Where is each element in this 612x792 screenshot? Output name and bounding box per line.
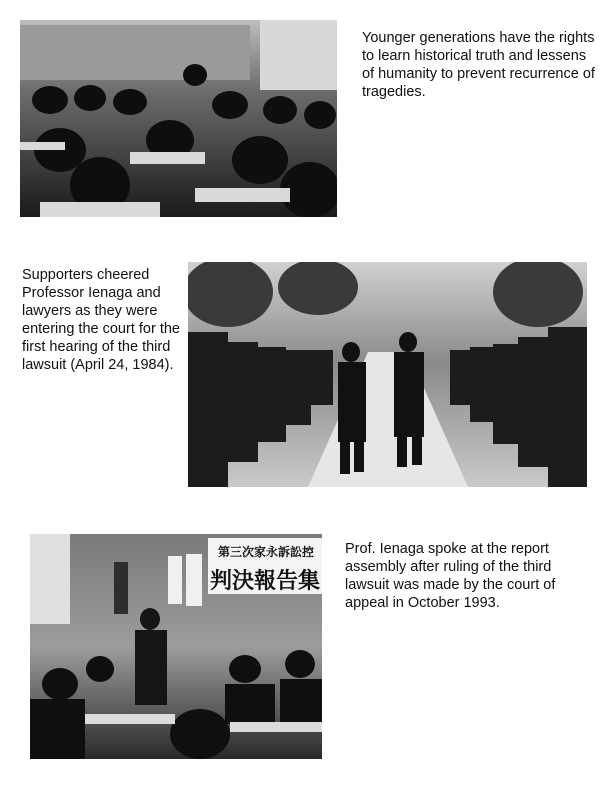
caption-younger-generations: Younger generations have the rights to learn historical truth and lessens of humanity to prevent recurrence of tragedies. xyxy=(362,30,595,100)
assembly-photo xyxy=(30,534,322,759)
banner-top-text: 第三次家永訴訟控 xyxy=(218,545,315,559)
caption-prof-ienaga-spoke: Prof. Ienaga spoke at the report assembly after ruling of the third lawsuit was made by the court of appeal in October 1993. xyxy=(345,541,556,611)
banner-main-text: 判決報告集 xyxy=(210,569,321,594)
classroom-photo xyxy=(20,20,337,217)
supporters-photo xyxy=(188,262,587,487)
caption-supporters-cheered: Supporters cheered Professor Ienaga and lawyers as they were entering the court for the first hearing of the third lawsuit (April 24, 1984). xyxy=(22,267,180,373)
